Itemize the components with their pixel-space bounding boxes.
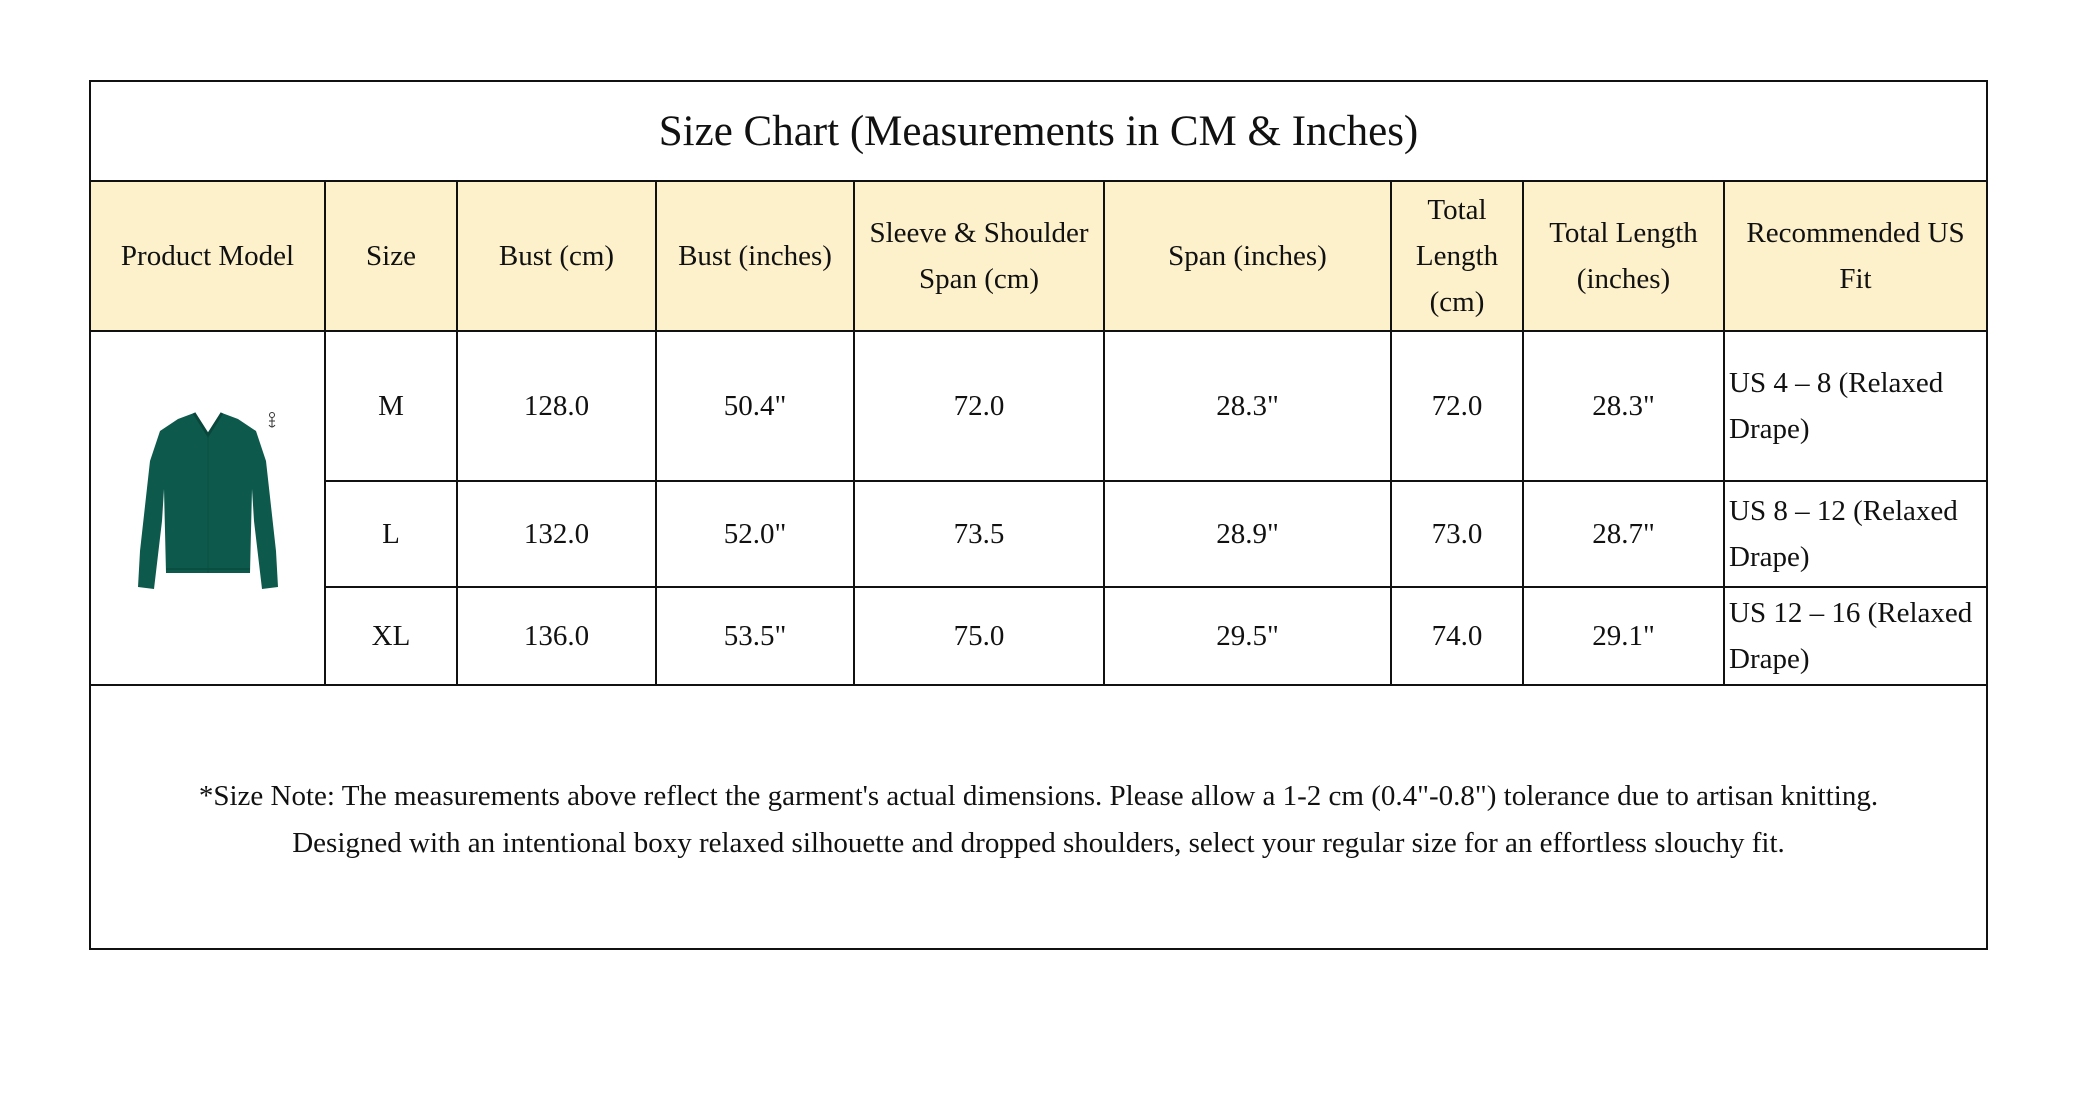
length-cm-cell: 74.0 bbox=[1391, 587, 1523, 685]
table-row bbox=[91, 331, 1986, 481]
size-table bbox=[91, 182, 1986, 686]
table-row bbox=[91, 481, 1986, 587]
length-inches-cell: 28.7" bbox=[1523, 481, 1724, 587]
length-cm-cell: 73.0 bbox=[1391, 481, 1523, 587]
header-row bbox=[91, 182, 1986, 331]
size-cell: L bbox=[325, 481, 457, 587]
table-row bbox=[91, 587, 1986, 685]
header-sleeve-shoulder-span-cm: Sleeve & Shoulder Span (cm) bbox=[854, 182, 1104, 331]
length-inches-cell: 28.3" bbox=[1523, 331, 1724, 481]
span-inches-cell: 29.5" bbox=[1104, 587, 1391, 685]
header-total-length-inches: Total Length (inches) bbox=[1523, 182, 1724, 331]
bust-cm-cell: 136.0 bbox=[457, 587, 656, 685]
span-inches-cell: 28.9" bbox=[1104, 481, 1391, 587]
size-note bbox=[91, 690, 1986, 950]
span-cm-cell: 73.5 bbox=[854, 481, 1104, 587]
bust-inches-cell: 52.0" bbox=[656, 481, 854, 587]
length-inches-cell: 29.1" bbox=[1523, 587, 1724, 685]
bust-inches-cell: 50.4" bbox=[656, 331, 854, 481]
size-cell: XL bbox=[325, 587, 457, 685]
size-chart bbox=[89, 80, 1988, 950]
span-inches-cell: 28.3" bbox=[1104, 331, 1391, 481]
bust-inches-cell: 53.5" bbox=[656, 587, 854, 685]
bust-cm-cell: 128.0 bbox=[457, 331, 656, 481]
header-product-model: Product Model bbox=[91, 182, 325, 331]
size-note-line-2: Designed with an intentional boxy relaxed silhouette and dropped shoulders, select your regular size for an effortless slouchy fit. bbox=[292, 827, 1785, 859]
fit-cell: US 4 – 8 (Relaxed Drape) bbox=[1724, 331, 1986, 481]
size-cell: M bbox=[325, 331, 457, 481]
product-model-cell bbox=[91, 331, 325, 685]
bust-cm-cell: 132.0 bbox=[457, 481, 656, 587]
fit-cell: US 12 – 16 (Relaxed Drape) bbox=[1724, 587, 1986, 685]
header-recommended-us-fit: Recommended US Fit bbox=[1724, 182, 1986, 331]
header-bust-cm: Bust (cm) bbox=[457, 182, 656, 331]
size-note-line-1: *Size Note: The measurements above reflect the garment's actual dimensions. Please allow a 1-2 cm (0.4"-0.8") tolerance due to artisan knitting. bbox=[198, 780, 1879, 812]
header-size: Size bbox=[325, 182, 457, 331]
span-cm-cell: 72.0 bbox=[854, 331, 1104, 481]
chart-title: Size Chart (Measurements in CM & Inches) bbox=[91, 82, 1986, 182]
header-span-inches: Span (inches) bbox=[1104, 182, 1391, 331]
header-bust-inches: Bust (inches) bbox=[656, 182, 854, 331]
fit-cell: US 8 – 12 (Relaxed Drape) bbox=[1724, 481, 1986, 587]
length-cm-cell: 72.0 bbox=[1391, 331, 1523, 481]
span-cm-cell: 75.0 bbox=[854, 587, 1104, 685]
green-vneck-sweater-icon bbox=[128, 401, 288, 601]
header-total-length-cm: Total Length (cm) bbox=[1391, 182, 1523, 331]
